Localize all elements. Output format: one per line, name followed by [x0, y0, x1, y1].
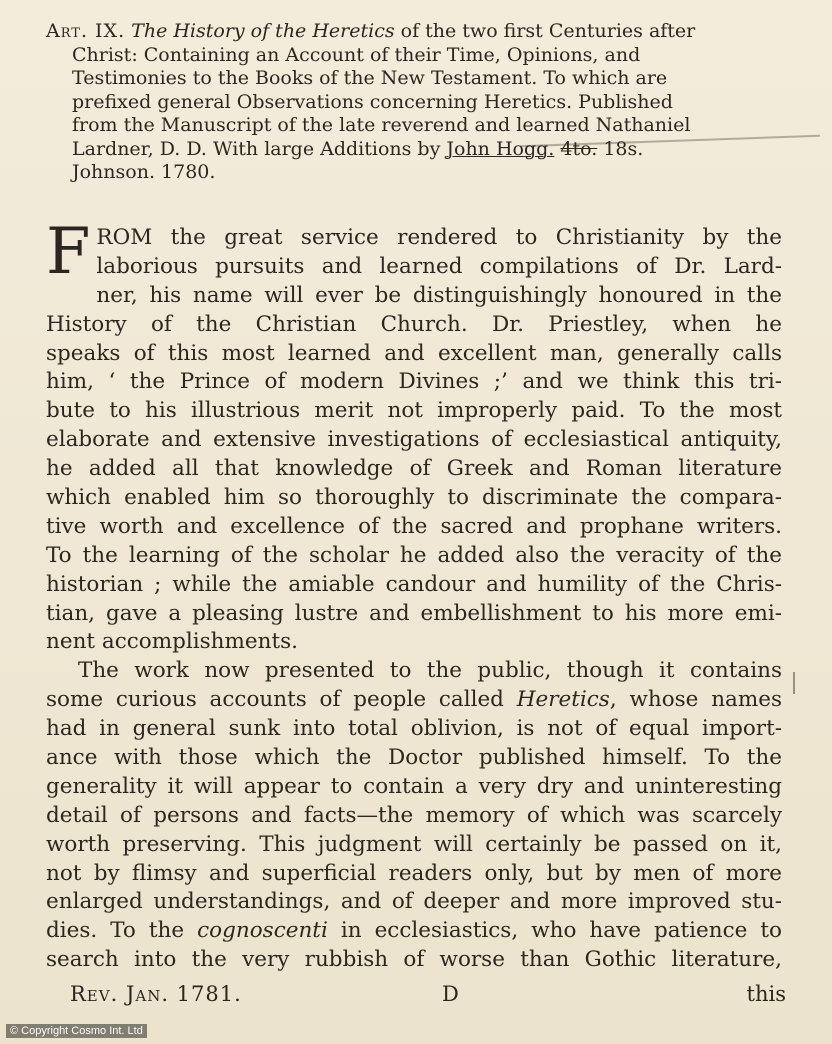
text-line: generality it will appear to contain a very dry and uninteresting — [46, 773, 782, 799]
book-title: The History of the Heretics — [131, 20, 395, 42]
text-line: not by flimsy and superficial readers only, but by men of more — [46, 860, 782, 886]
copyright-watermark: © Copyright Cosmo Int. Ltd — [6, 1024, 147, 1038]
article-number: Art. IX. — [46, 20, 126, 42]
text-line: elaborate and extensive investigations of ecclesiastical antiquity, — [46, 427, 782, 453]
catchword: this — [746, 982, 786, 1006]
text-line: History of the Christian Church. Dr. Priestley, when he — [46, 311, 782, 337]
header-line-1: Art. IX. The History of the Heretics of the two first Centuries after — [46, 20, 696, 42]
article-body — [46, 215, 782, 975]
text-line: speaks of this most learned and excellent man, generally calls — [46, 340, 782, 366]
price: 18s. — [603, 137, 644, 160]
text-line: The work now presented to the public, though it contains — [78, 658, 782, 684]
text-line: detail of persons and facts—the memory of which was scarcely — [46, 802, 782, 828]
text-line: he added all that knowledge of Greek and Roman literature — [46, 456, 782, 482]
signature-mark: Rev. Jan. 1781. — [70, 982, 242, 1006]
text-line: nent accomplishments. — [46, 629, 298, 655]
header-line-5: from the Manuscript of the late reverend and learned Nathaniel — [72, 114, 691, 136]
text-line: To the learning of the scholar he added also the veracity of the — [46, 542, 782, 568]
text-line: ner, his name will ever be distinguishingly honoured in the — [96, 282, 782, 308]
drop-cap: F — [46, 215, 91, 289]
text-line: enlarged understandings, and of deeper and more improved stu- — [46, 889, 782, 915]
author-name: John Hogg. — [446, 137, 555, 160]
text-line: tive worth and excellence of the sacred and prophane writers. — [46, 513, 782, 539]
paragraph-1 — [46, 215, 782, 657]
header-line-7: Johnson. 1780. — [72, 161, 216, 183]
text-line: tian, gave a pleasing lustre and embellishment to his more emi- — [46, 600, 782, 626]
text-line: search into the very rubbish of worse than Gothic literature, — [46, 947, 782, 973]
format: 4to. — [560, 137, 598, 160]
text-line: ROM the great service rendered to Christianity by the — [96, 225, 782, 250]
text-line: dies. To the cognoscenti in ecclesiastics, who have patience to — [46, 918, 782, 944]
text-line: bute to his illustrious merit not improperly paid. To the most — [46, 398, 782, 424]
header-line-3: Testimonies to the Books of the New Testament. To which are — [72, 67, 668, 89]
text-line: ance with those which the Doctor published himself. To the — [46, 745, 782, 771]
text-line: historian ; while the amiable candour and humility of the Chris- — [46, 571, 782, 597]
text-line: some curious accounts of people called Heretics, whose names — [46, 687, 782, 713]
text-line: worth preserving. This judgment will certainly be passed on it, — [46, 831, 782, 857]
header-line-2: Christ: Containing an Account of their Time, Opinions, and — [72, 43, 641, 66]
article-header — [46, 20, 786, 185]
page-footer — [70, 982, 786, 1012]
text-line: him, ‘ the Prince of modern Divines ;’ and we think this tri- — [46, 369, 782, 395]
text-line: had in general sunk into total oblivion, is not of equal import- — [46, 716, 782, 742]
header-line-4: prefixed general Observations concerning Heretics. Published — [72, 90, 673, 113]
sheet-letter: D — [442, 982, 459, 1006]
text-line: laborious pursuits and learned compilations of Dr. Lard- — [96, 253, 782, 279]
header-line-6: Lardner, D. D. With large Additions by John Hogg. 4to. 18s. — [72, 137, 644, 160]
italic-term: cognoscenti — [197, 918, 328, 944]
italic-term: Heretics — [516, 687, 610, 713]
margin-mark — [793, 672, 795, 694]
text-line: which enabled him so thoroughly to discriminate the compara- — [46, 485, 782, 511]
paragraph-2 — [46, 657, 782, 975]
